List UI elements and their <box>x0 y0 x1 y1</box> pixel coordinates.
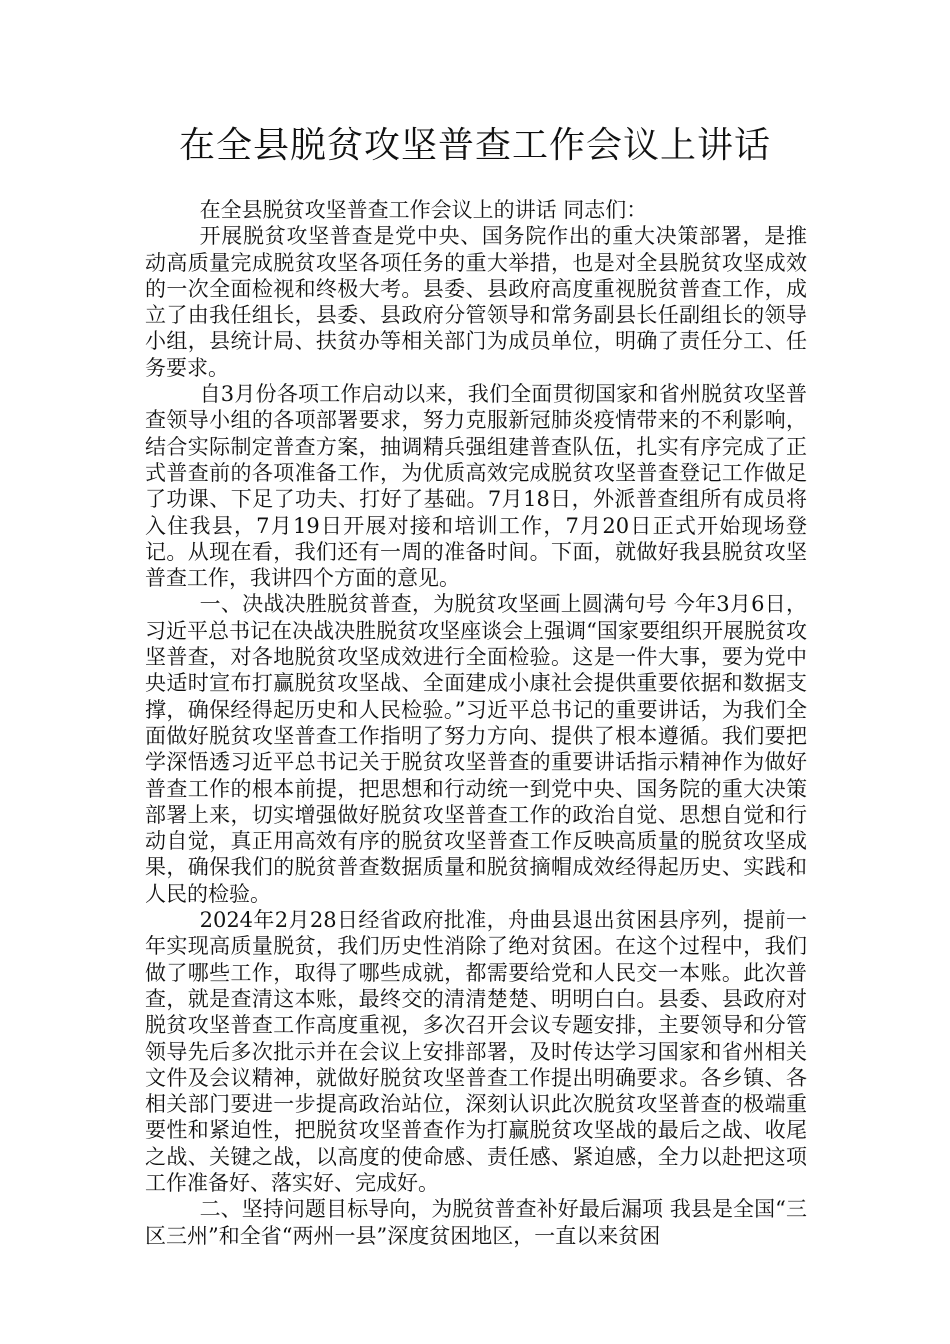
document-title: 在全县脱贫攻坚普查工作会议上讲话 <box>178 125 771 166</box>
paragraph-salutation: 在全县脱贫攻坚普查工作会议上的讲话 同志们： <box>199 198 648 222</box>
paragraph-intro: 开展脱贫攻坚普查是党中央、国务院作出的重大决策部署，是推动高质量完成脱贫攻坚各项任务的重大举措，也是对全县脱贫攻坚成效的一次全面检视和终极大考。县委、县政府高度重视脱贫普查工作，成立了由我任组长，县委、县政府分管领导和常务副县长任副组长的领导小组，县统计局、扶贫办等相关部门为成员单位，明确了责任分工、任务要求。 <box>145 224 807 380</box>
document-body <box>145 197 807 1249</box>
paragraph-poverty-exit: 2024年2月28日经省政府批准，舟曲县退出贫困县序列，提前一年实现高质量脱贫，我们历史性消除了绝对贫困。在这个过程中，我们做了哪些工作，取得了哪些成就，都需要给党和人民交一本账。此次普查，就是查清这本账，最终交的清清楚楚、明明白白。县委、县政府对脱贫攻坚普查工作高度重视，多次召开会议专题安排，主要领导和分管领导先后多次批示并在会议上安排部署，及时传达学习国家和省州相关文件及会议精神，就做好脱贫攻坚普查工作提出明确要求。各乡镇、各相关部门要进一步提高政治站位，深刻认识此次脱贫攻坚普查的极端重要性和紧迫性，把脱贫攻坚普查作为打赢脱贫攻坚战的最后之战、收尾之战、关键之战，以高度的使命感、责任感、紧迫感，全力以赴把这项工作准备好、落实好、完成好。 <box>145 908 807 1195</box>
paragraph-section-two: 二、坚持问题目标导向，为脱贫普查补好最后漏项 我县是全国“三区三州”和全省“两州一县”深度贫困地区，一直以来贫困 <box>145 1197 807 1248</box>
paragraph-section-one: 一、决战决胜脱贫普查，为脱贫攻坚画上圆满句号 今年3月6日，习近平总书记在决战决胜脱贫攻坚座谈会上强调“国家要组织开展脱贫攻坚普查，对各地脱贫攻坚成效进行全面检验。这是一件大事，要为党中央适时宣布打赢脱贫攻坚战、全面建成小康社会提供重要依据和数据支撑，确保经得起历史和人民检验。”习近平总书记的重要讲话，为我们全面做好脱贫攻坚普查工作指明了努力方向、提供了根本遵循。我们要把学深悟透习近平总书记关于脱贫攻坚普查的重要讲话指示精神作为做好普查工作的根本前提，把思想和行动统一到党中央、国务院的重大决策部署上来，切实增强做好脱贫攻坚普查工作的政治自觉、思想自觉和行动自觉，真正用高效有序的脱贫攻坚普查工作反映高质量的脱贫攻坚成果，确保我们的脱贫普查数据质量和脱贫摘帽成效经得起历史、实践和人民的检验。 <box>145 592 807 906</box>
paragraph-preparation: 自3月份各项工作启动以来，我们全面贯彻国家和省州脱贫攻坚普查领导小组的各项部署要求，努力克服新冠肺炎疫情带来的不利影响，结合实际制定普查方案，抽调精兵强组建普查队伍，扎实有序完成了正式普查前的各项准备工作，为优质高效完成脱贫攻坚普查登记工作做足了功课、下足了功夫、打好了基础。7月18日，外派普查组所有成员将入住我县，7月19日开展对接和培训工作，7月20日正式开始现场登记。从现在看，我们还有一周的准备时间。下面，就做好我县脱贫攻坚普查工作，我讲四个方面的意见。 <box>145 382 807 591</box>
